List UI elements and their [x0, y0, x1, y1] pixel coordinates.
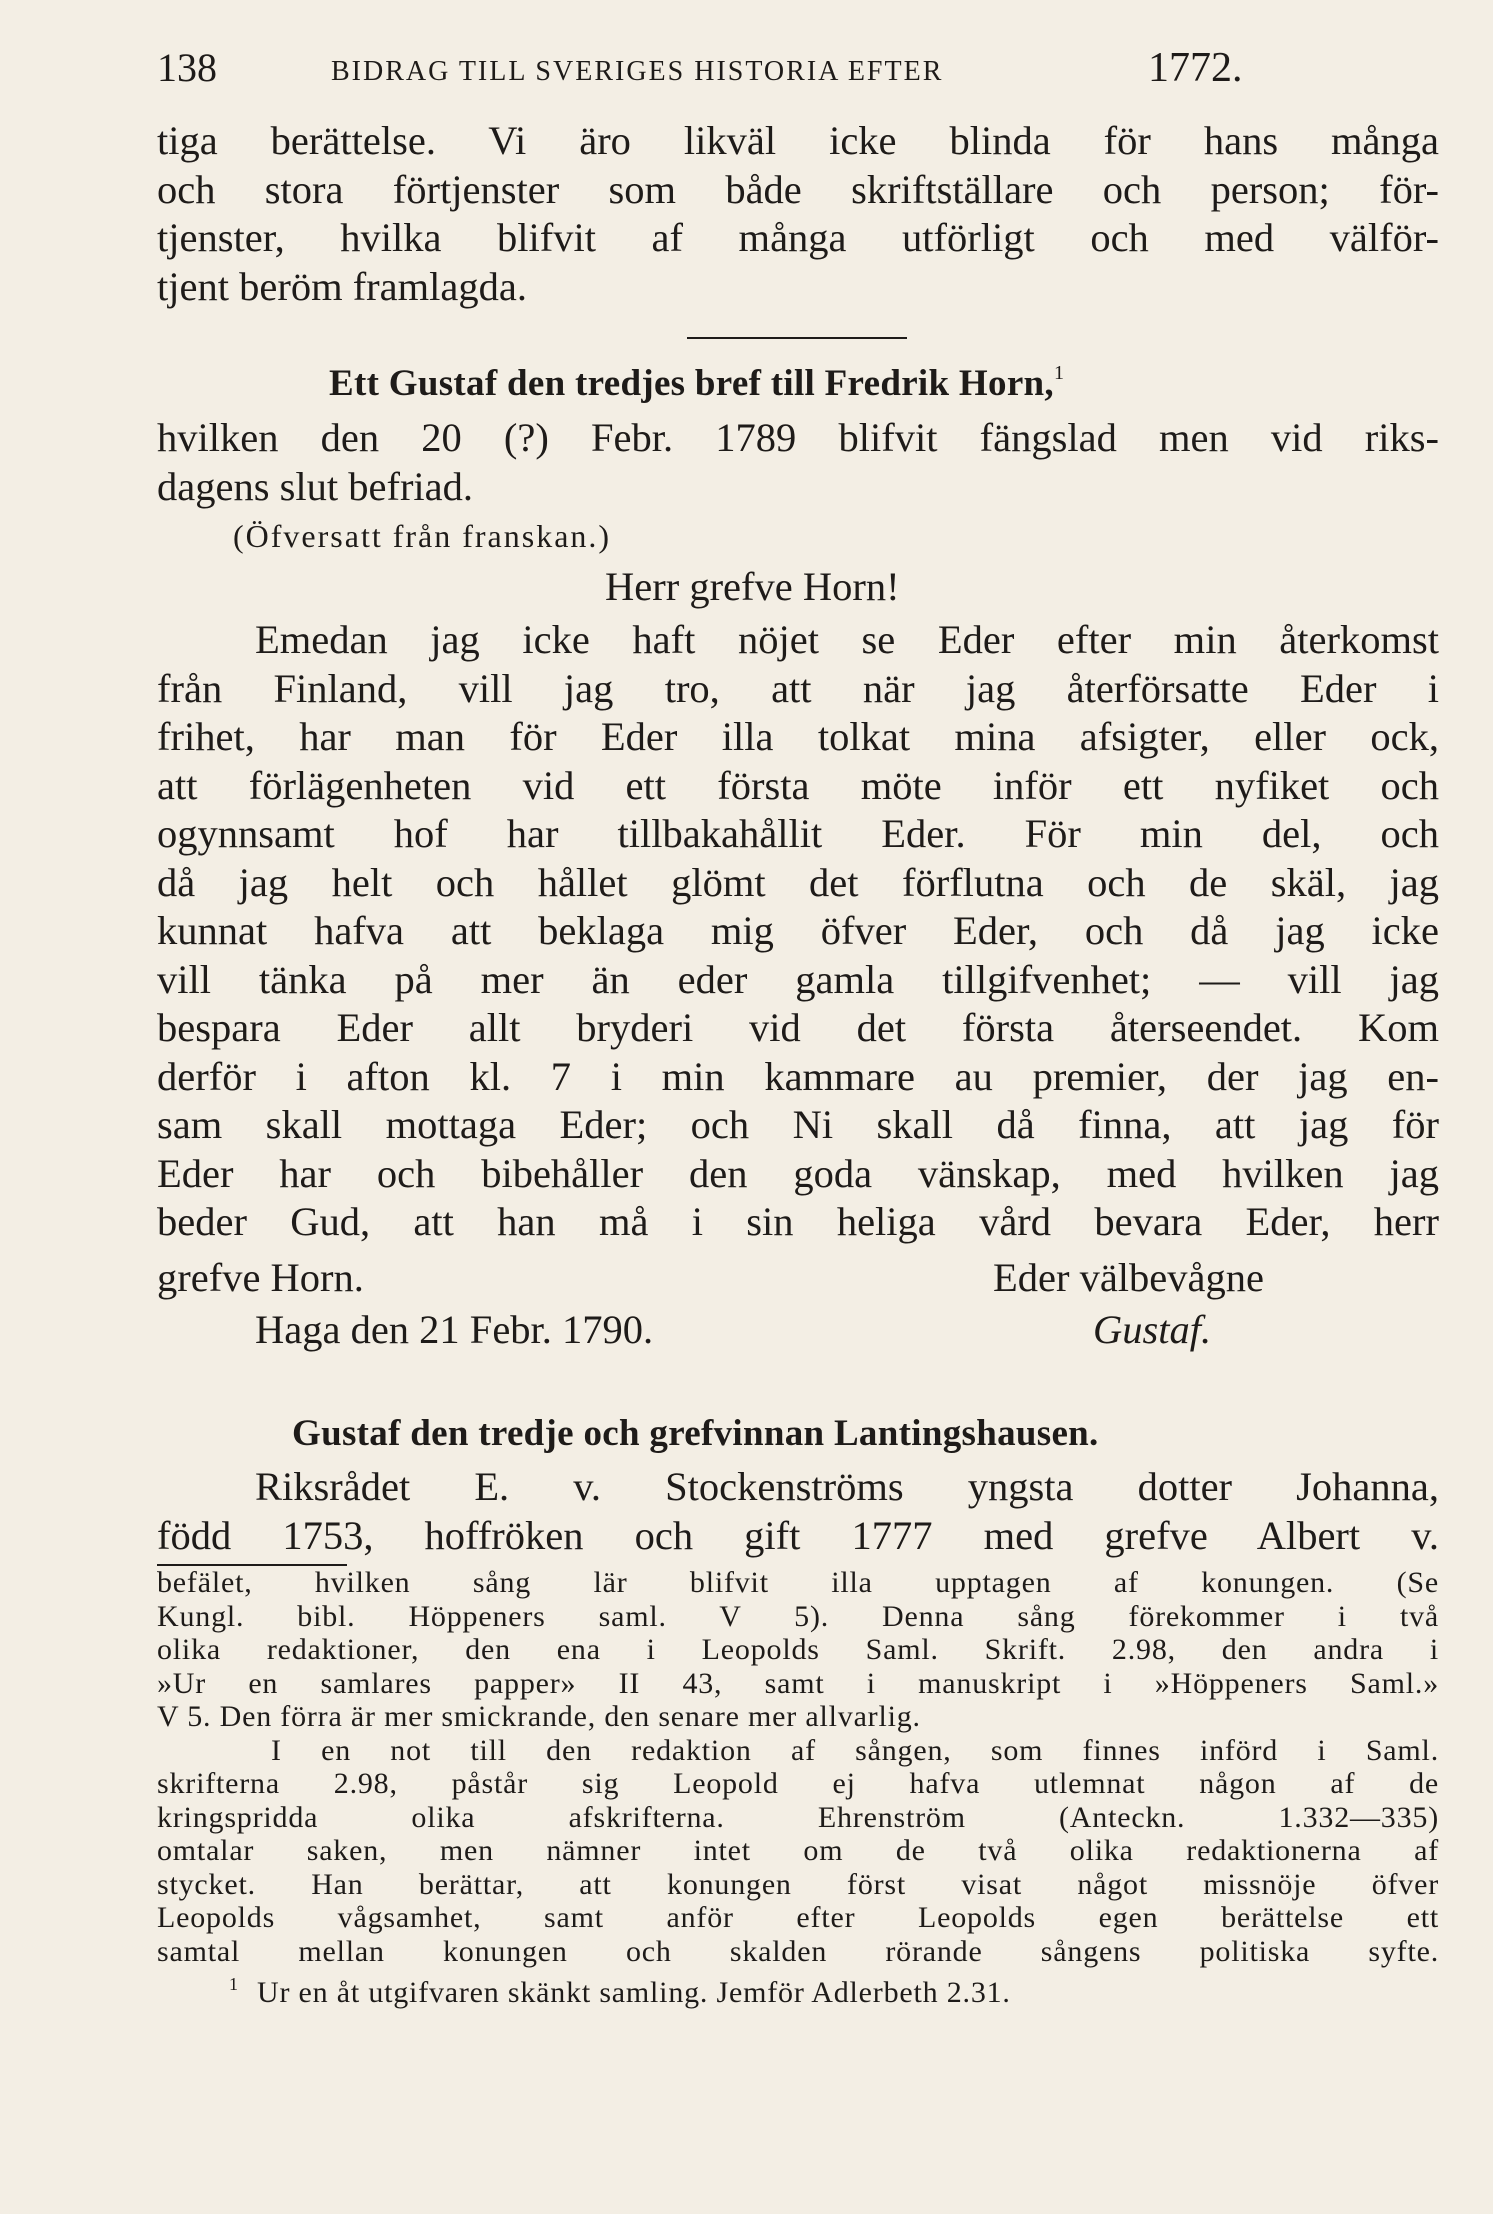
place-date: Haga den 21 Febr. 1790. — [255, 1307, 654, 1352]
note-line: samtal mellan konungen och skalden rörande sångens politiska syfte. — [157, 1934, 1439, 1968]
note-line: I en not till den redaktion af sången, som finnes införd i Saml. — [271, 1733, 1439, 1767]
closing-address: grefve Horn. — [157, 1255, 364, 1300]
note-line: olika redaktioner, den ena i Leopolds Saml. Skrift. 2.98, den andra i — [157, 1633, 1439, 1666]
note-line: skrifterna 2.98, påstår sig Leopold ej hafva utlemnat någon af de — [157, 1767, 1439, 1800]
text-line: och stora förtjenster som både skriftställare och person; för- — [157, 166, 1439, 212]
text-line: Riksrådet E. v. Stockenströms yngsta dotter Johanna, — [255, 1464, 1439, 1509]
signature: Gustaf. — [1093, 1307, 1212, 1352]
text-line: tiga berättelse. Vi äro likväl icke blinda för hans många — [157, 118, 1439, 163]
letter-salutation: Herr grefve Horn! — [605, 564, 900, 609]
text-line: ogynnsamt hof har tillbakahållit Eder. För min del, och — [157, 811, 1439, 856]
intro-paragraph — [157, 117, 1439, 311]
footnote-text: Ur en åt utgifvaren skänkt samling. Jemför Adlerbeth 2.31. — [257, 1976, 1011, 2009]
footnote-1 — [157, 1968, 1439, 2010]
text-line: tjenster, hvilka blifvit af många utförligt och med välför- — [157, 215, 1439, 260]
running-title-year: 1772. — [1148, 45, 1243, 91]
text-line: att förlägenheten vid ett första möte inför ett nyfiket och — [157, 762, 1439, 808]
section-subtitle — [157, 414, 1439, 511]
footnotes — [157, 1566, 1439, 2010]
text-line: kunnat hafva att beklaga mig öfver Eder, och då jag icke — [157, 908, 1439, 953]
page-header — [157, 44, 1439, 104]
note-line: Leopolds vågsamhet, samt anför efter Leopolds egen berättelse ett — [157, 1901, 1439, 1934]
closing-phrase: Eder välbevågne — [993, 1255, 1264, 1300]
letter-body — [157, 616, 1439, 1247]
section-heading-1 — [329, 362, 1064, 405]
text-line: beder Gud, att han må i sin heliga vård bevara Eder, herr — [157, 1199, 1439, 1244]
page-number: 138 — [157, 45, 217, 90]
text-line: född 1753, hoffröken och gift 1777 med grefve Albert v. — [157, 1512, 1439, 1558]
heading-text: Ett Gustaf den tredjes bref till Fredrik Horn, — [329, 363, 1054, 404]
note-line: stycket. Han berättar, att konungen först visat något missnöje öfver — [157, 1867, 1439, 1901]
footnote-ref: 1 — [1053, 362, 1065, 384]
footnote-marker: 1 — [229, 1974, 239, 1994]
section-2-text — [157, 1463, 1439, 1560]
section-divider — [687, 337, 907, 339]
text-line: sam skall mottaga Eder; och Ni skall då finna, att jag för — [157, 1102, 1439, 1147]
section-heading-2: Gustaf den tredje och grefvinnan Lantingshausen. — [292, 1413, 1099, 1454]
text-line: vill tänka på mer än eder gamla tillgifvenhet; — vill jag — [157, 956, 1439, 1002]
text-line: då jag helt och hållet glömt det förflutna och de skäl, jag — [157, 859, 1439, 905]
note-line: V 5. Den förra är mer smickrande, den senare mer allvarlig. — [157, 1700, 921, 1733]
text-line: från Finland, vill jag tro, att när jag återförsatte Eder i — [157, 665, 1439, 711]
note-line: »Ur en samlares papper» II 43, samt i manuskript i »Höppeners Saml.» — [157, 1666, 1439, 1700]
text-line: Emedan jag icke haft nöjet se Eder efter min återkomst — [255, 617, 1439, 662]
running-title: BIDRAG TILL SVERIGES HISTORIA EFTER — [331, 56, 944, 87]
text-line: derför i afton kl. 7 i min kammare au premier, der jag en- — [157, 1053, 1439, 1099]
translation-note: (Öfversatt från franskan.) — [233, 518, 612, 554]
text-line: dagens slut befriad. — [157, 463, 474, 509]
note-line: kringspridda olika afskrifterna. Ehrenström (Anteckn. 1.332—335) — [157, 1800, 1439, 1834]
note-line: omtalar saken, men nämner intet om de två olika redaktionerna af — [157, 1834, 1439, 1867]
letter-dateline — [255, 1306, 1439, 1356]
text-line: Eder har och bibehåller den goda vänskap, med hvilken jag — [157, 1150, 1439, 1196]
text-line: tjent beröm framlagda. — [157, 263, 527, 309]
text-line: hvilken den 20 (?) Febr. 1789 blifvit fängslad men vid riks- — [157, 415, 1439, 460]
text-line: frihet, har man för Eder illa tolkat mina afsigter, eller ock, — [157, 714, 1439, 759]
text-line: bespara Eder allt bryderi vid det första återseendet. Kom — [157, 1005, 1439, 1050]
note-line: befälet, hvilken sång lär blifvit illa upptagen af konungen. (Se — [157, 1566, 1439, 1599]
note-line: Kungl. bibl. Höppeners saml. V 5). Denna sång förekommer i två — [157, 1599, 1439, 1633]
letter-closing — [157, 1254, 1439, 1304]
